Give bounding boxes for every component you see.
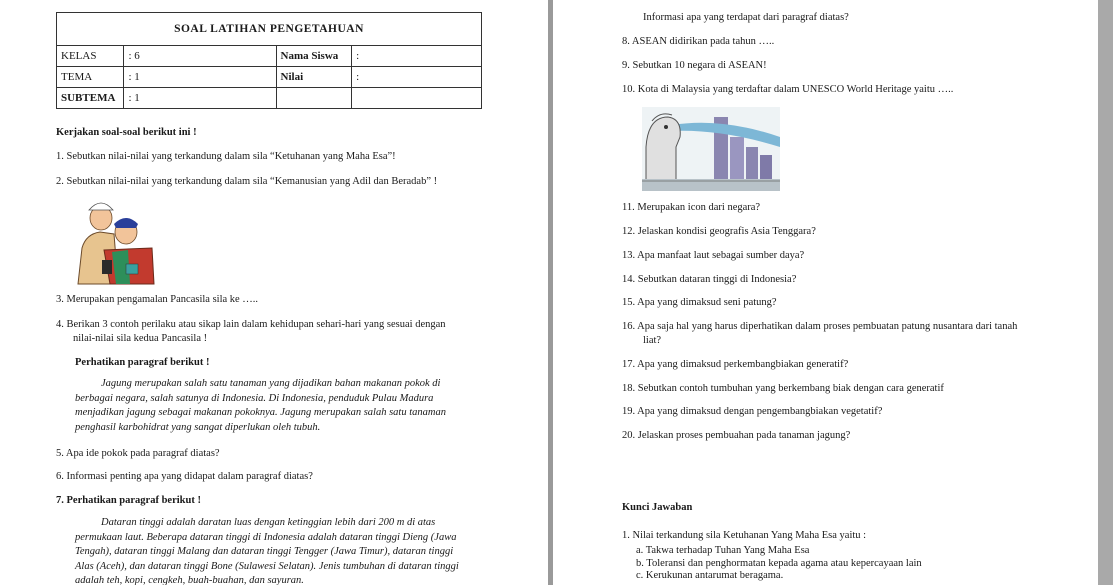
question-15: 15. Apa yang dimaksud seni patung? [622, 297, 777, 308]
question-20: 20. Jelaskan proses pembuahan pada tanaman jagung? [622, 430, 851, 441]
question-3: 3. Merupakan pengamalan Pancasila sila ke ….. [56, 294, 259, 305]
question-11: 11. Merupakan icon dari negara? [622, 202, 761, 213]
question-1: 1. Sebutkan nilai-nilai yang terkandung dalam sila “Ketuhanan yang Maha Esa”! [56, 151, 396, 162]
question-5: 5. Apa ide pokok pada paragraf diatas? [56, 448, 220, 459]
empty-cell [352, 88, 482, 109]
paragraph-2 [75, 516, 459, 585]
value-kelas: : 6 [124, 46, 276, 67]
paragraph-1 [75, 377, 446, 435]
paragraph-2-line: permukaan laut. Beberapa dataran tinggi di Indonesia adalah dataran tinggi Dieng (Jawa [75, 531, 457, 543]
question-7: 7. Perhatikan paragraf berikut ! [56, 495, 201, 506]
value-subtema: : 1 [124, 88, 276, 109]
value-nilai: : [352, 67, 482, 88]
question-12: 12. Jelaskan kondisi geografis Asia Tenggara? [622, 226, 816, 237]
value-nama-siswa: : [352, 46, 482, 67]
instruction: Kerjakan soal-soal berikut ini ! [56, 127, 197, 138]
paragraph-2-line: Tengah), dataran tinggi Malang dan dataran tinggi Tengger (Jawa Timur), dataran tinggi [75, 546, 454, 557]
question-19: 19. Apa yang dimaksud dengan pengembangbiakan vegetatif? [622, 406, 883, 417]
paragraph-2-line: adalah teh, kopi, cengkeh, buah-buahan, dan sayuran. [75, 575, 304, 585]
question-9: 9. Sebutkan 10 negara di ASEAN! [622, 60, 767, 71]
document-page-left [0, 0, 548, 585]
paragraph-1-title: Perhatikan paragraf berikut ! [75, 357, 210, 368]
merlion-illustration [642, 107, 780, 191]
paragraph-1-line: Jagung merupakan salah satu tanaman yang dijadikan bahan makanan pokok di [101, 378, 441, 389]
paragraph-1-line: penghasil karbohidrat yang sangat diperlukan oleh tubuh. [75, 421, 321, 433]
label-nilai: Nilai [276, 67, 352, 88]
window-edge [1098, 0, 1113, 585]
question-10: 10. Kota di Malaysia yang terdaftar dalam UNESCO World Heritage yaitu ….. [622, 84, 954, 95]
question-7-cont: Informasi apa yang terdapat dari paragraf diatas? [643, 12, 849, 23]
answer-1c: c. Kerukunan antarumat beragama. [636, 570, 784, 581]
paragraph-1-line: menjadikan jagung sebagai makanan pokoknya. Jagung merupakan salah satu tanaman [75, 407, 446, 418]
label-nama-siswa: Nama Siswa [276, 46, 352, 67]
paragraph-2-line: Dataran tinggi adalah daratan luas dengan ketinggian lebih dari 200 m di atas [101, 517, 436, 528]
header-table [56, 12, 482, 109]
label-subtema: SUBTEMA [57, 88, 124, 109]
question-16-cont: liat? [643, 335, 662, 346]
empty-cell [276, 88, 352, 109]
answer-1: 1. Nilai terkandung sila Ketuhanan Yang Maha Esa yaitu : [622, 530, 867, 541]
label-kelas: KELAS [57, 46, 124, 67]
question-8: 8. ASEAN didirikan pada tahun ….. [622, 36, 775, 47]
question-14: 14. Sebutkan dataran tinggi di Indonesia? [622, 274, 797, 285]
question-4: 4. Berikan 3 contoh perilaku atau sikap lain dalam kehidupan sehari-hari yang sesuai dengan [56, 319, 446, 330]
question-18: 18. Sebutkan contoh tumbuhan yang berkembang biak dengan cara generatif [622, 383, 944, 394]
paragraph-1-line: berbagai negara, salah satunya di Indonesia. Di Indonesia, penduduk Pulau Madura [75, 392, 434, 404]
answer-1a: a. Takwa terhadap Tuhan Yang Maha Esa [636, 545, 810, 556]
header-title: SOAL LATIHAN PENGETAHUAN [57, 13, 482, 46]
answer-1b: b. Toleransi dan penghormatan kepada agama atau kepercayaan lain [636, 558, 922, 569]
question-13: 13. Apa manfaat laut sebagai sumber daya? [622, 250, 805, 261]
people-illustration [74, 198, 156, 286]
paragraph-2-line: Alas (Aceh), dan dataran tinggi Bone (Sulawesi Selatan). Jenis tumbuhan di dataran tinggi [75, 560, 459, 572]
document-page-right [553, 0, 1113, 585]
label-tema: TEMA [57, 67, 124, 88]
question-4-cont: nilai-nilai sila kedua Pancasila ! [73, 333, 208, 344]
value-tema: : 1 [124, 67, 276, 88]
question-17: 17. Apa yang dimaksud perkembangbiakan generatif? [622, 359, 849, 370]
answer-key-title: Kunci Jawaban [622, 502, 693, 513]
question-2: 2. Sebutkan nilai-nilai yang terkandung dalam sila “Kemanusian yang Adil dan Beradab” ! [56, 176, 438, 187]
question-16: 16. Apa saja hal yang harus diperhatikan dalam proses pembuatan patung nusantara dari tanah [622, 321, 1018, 332]
question-6: 6. Informasi penting apa yang didapat dalam paragraf diatas? [56, 471, 313, 482]
